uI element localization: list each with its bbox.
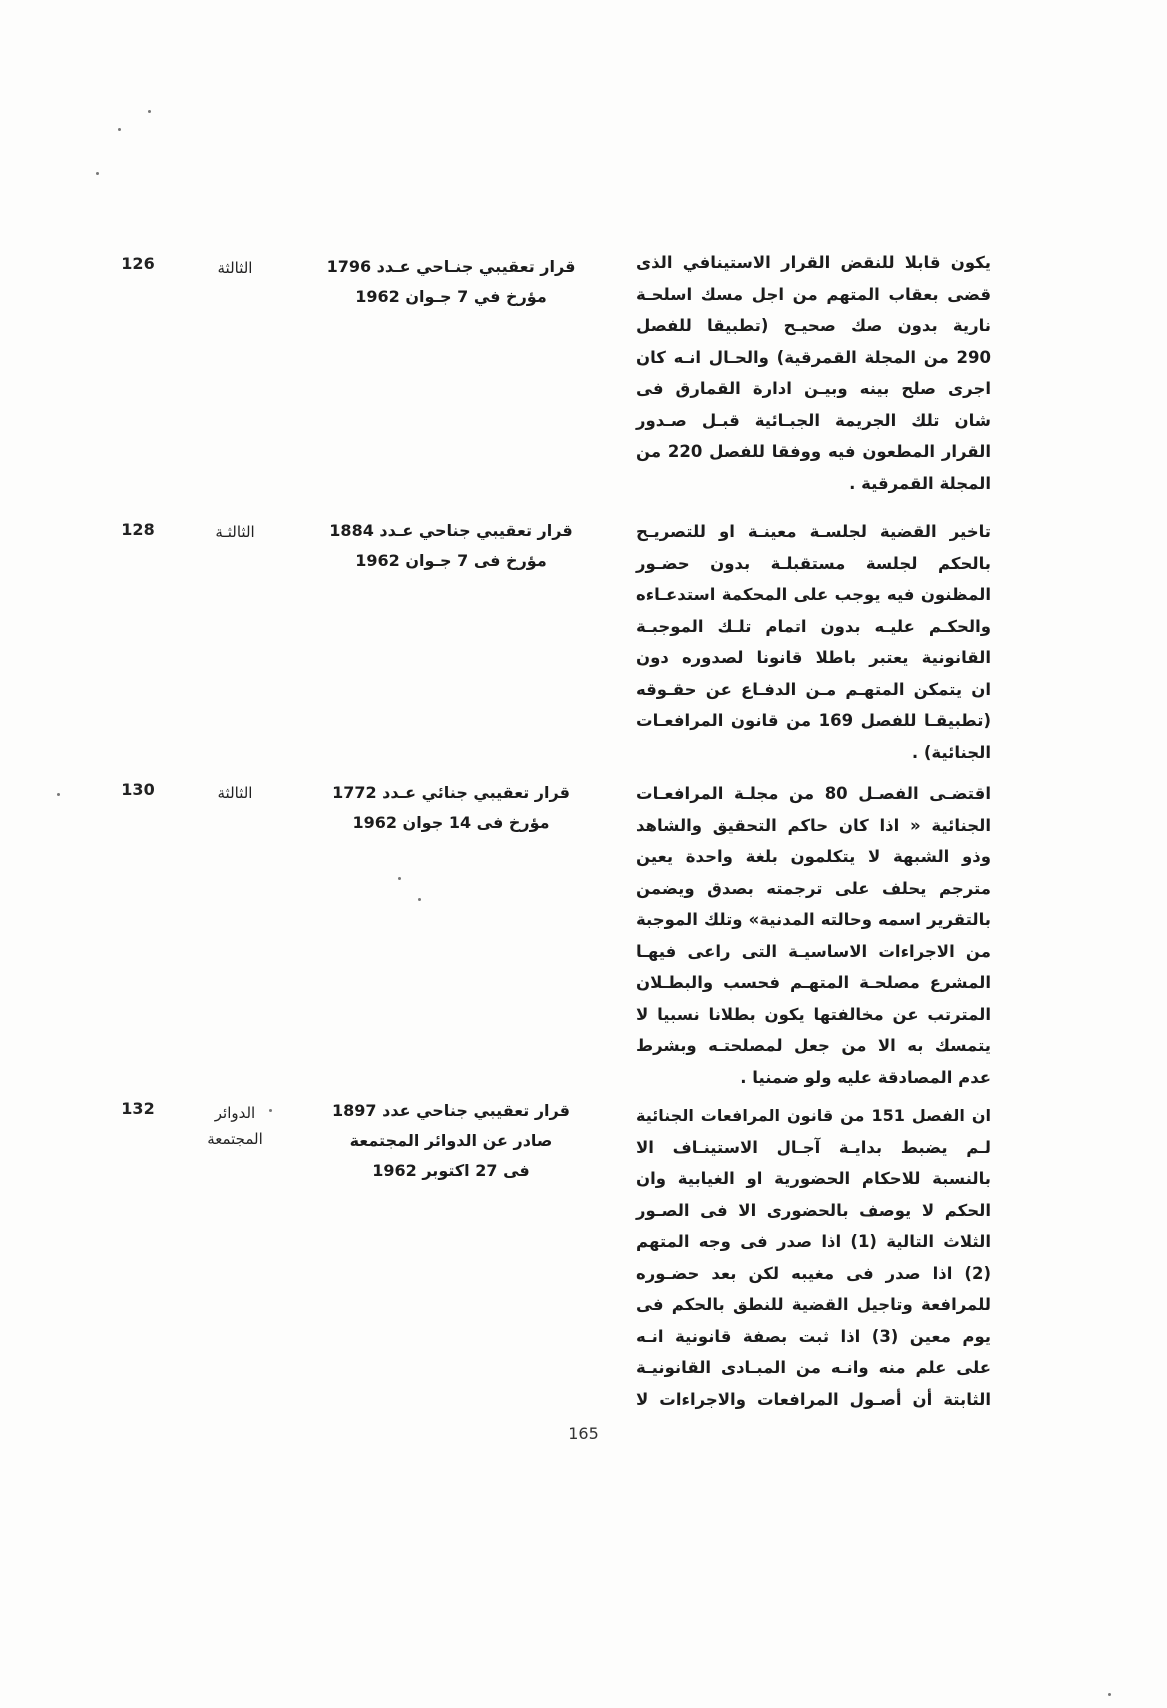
summary-line: القانونية يعتبر باطلا قانونا لصدوره دون <box>636 648 991 667</box>
summary-line: بالنسبة للاحكام الحضورية او الغيابية وان <box>636 1169 991 1188</box>
decision-court: صادر عن الدوائر المجتمعة <box>349 1131 553 1150</box>
summary-line: ان الفصل 151 من قانون المرافعات الجنائية <box>636 1106 991 1125</box>
chamber-name: المجتمعة <box>207 1130 263 1148</box>
decision-date: فى 27 اكتوبر 1962 <box>372 1161 530 1180</box>
entry-number: 126 <box>121 254 155 273</box>
scan-speck <box>118 128 121 131</box>
summary-line: شان تلك الجريمة الجبـائية قبـل صـدور <box>636 410 991 430</box>
scan-speck <box>1108 1693 1111 1696</box>
decision-title: قرار تعقيبي جنـاحي عـدد 1796 <box>326 257 576 276</box>
summary-line: مترجم يحلف على ترجمته بصدق ويضمن <box>636 878 991 898</box>
chamber <box>190 1100 280 1152</box>
decision-summary <box>636 247 991 499</box>
summary-line: المترتب عن مخالفتها يكون بطلانا نسبيا لا <box>636 1004 991 1024</box>
summary-line: القرار المطعون فيه ووفقا للفصل 220 من <box>636 442 992 461</box>
summary-line: 290 من المجلة القمرقية) والحـال انـه كان <box>636 347 991 367</box>
summary-line: والحكـم عليـه بدون اتمام تلـك الموجبـة <box>636 616 991 636</box>
summary-line-last: الجنائية) . <box>911 742 991 762</box>
decision-title: قرار تعقيبي جناحي عدد 1897 <box>332 1101 570 1120</box>
chamber-name: الثالثة <box>217 259 253 277</box>
summary-line: بالتقرير اسمه وحالته المدنية» وتلك الموجبة <box>636 910 991 929</box>
summary-line: الحكم لا يوصف بالحضورى الا فى الصـور <box>636 1200 991 1220</box>
decision-reference <box>312 516 590 576</box>
summary-line: (تطبيقـا للفصل 169 من قانون المرافعـات <box>636 711 991 730</box>
summary-line-last: عدم المصادقة عليه ولو ضمنيا . <box>740 1067 991 1087</box>
summary-line: وذو الشبهة لا يتكلمون بلغة واحدة يعين <box>636 847 991 866</box>
entry-number: 130 <box>121 780 155 799</box>
summary-line: يكون قابلا للنقض القرار الاستينافي الذى <box>636 253 991 272</box>
scan-speck <box>148 110 151 113</box>
decision-date: مؤرخ فى 14 جوان 1962 <box>352 813 550 832</box>
entry-number: 128 <box>121 520 155 539</box>
scan-speck <box>96 172 99 175</box>
summary-line: (2) اذا صدر فى مغيبه لكن بعد حضـوره <box>636 1263 991 1283</box>
summary-line: اقتضـى الفصـل 80 من مجلـة المرافعـات <box>636 784 991 803</box>
decision-reference <box>312 252 590 312</box>
summary-line: لـم يضبط بدايـة آجـال الاستينـاف الا <box>636 1137 991 1157</box>
scan-speck <box>398 877 401 880</box>
entry-number: 132 <box>121 1099 155 1118</box>
summary-line: على علم منه وانـه من المبـادى القانونيـة <box>636 1358 991 1377</box>
summary-line: المشرع مصلحـة المتهـم فحسب والبطـلان <box>636 973 991 992</box>
summary-line: المظنون فيه يوجب على المحكمة استدعـاءه <box>636 585 991 604</box>
summary-line: للمرافعة وتاجيل القضية للنطق بالحكم فى <box>636 1295 991 1314</box>
summary-line: ان يتمكن المتهـم مـن الدفـاع عن حقـوقه <box>636 679 991 699</box>
summary-line: يوم معين (3) اذا ثبت بصفة قانونية انـه <box>636 1326 991 1346</box>
decision-date: مؤرخ فى 7 جـوان 1962 <box>355 551 547 570</box>
summary-line: اجرى صلح بينه وبيـن ادارة القمارق فى <box>636 379 991 398</box>
chamber-name: الدوائر <box>214 1104 256 1122</box>
summary-line: تاخير القضية لجلسـة معينـة او للتصريـح <box>636 522 991 541</box>
chamber <box>190 519 280 545</box>
decision-summary <box>636 778 991 1093</box>
summary-line: الثلاث التالية (1) اذا صدر فى وجه المتهم <box>636 1232 991 1251</box>
chamber <box>190 255 280 281</box>
summary-line: بالحكم لجلسة مستقبلـة بدون حضـور <box>636 553 991 573</box>
chamber-name: الثالثـة <box>215 523 255 541</box>
decision-title: قرار تعقيبي جنائي عـدد 1772 <box>332 783 570 802</box>
decision-summary <box>636 1100 991 1415</box>
summary-line: من الاجراءات الاساسيـة التى راعى فيهـا <box>636 941 991 961</box>
summary-line-last: المجلة القمرقية . <box>849 473 991 493</box>
decision-title: قرار تعقيبي جناحي عـدد 1884 <box>329 521 573 540</box>
summary-line: نارية بدون صك صحيـح (تطبيقا للفصل <box>636 316 991 335</box>
summary-line: يتمسك به الا من جعل لمصلحتـه وبشرط <box>636 1036 991 1055</box>
chamber <box>190 780 280 806</box>
summary-line: الجنائية « اذا كان حاكم التحقيق والشاهد <box>636 815 991 835</box>
decision-reference <box>312 778 590 838</box>
summary-line: الثابتة أن أصـول المرافعات والاجراءات لا <box>636 1389 991 1409</box>
page-number: 165 <box>568 1424 599 1443</box>
summary-line: قضى بعقاب المتهم من اجل مسك اسلحـة <box>636 284 991 304</box>
chamber-name: الثالثة <box>217 784 253 802</box>
decision-date: مؤرخ في 7 جـوان 1962 <box>355 287 547 306</box>
scan-speck <box>57 793 60 796</box>
decision-reference <box>312 1096 590 1186</box>
decision-summary <box>636 516 991 768</box>
scan-speck <box>418 898 421 901</box>
